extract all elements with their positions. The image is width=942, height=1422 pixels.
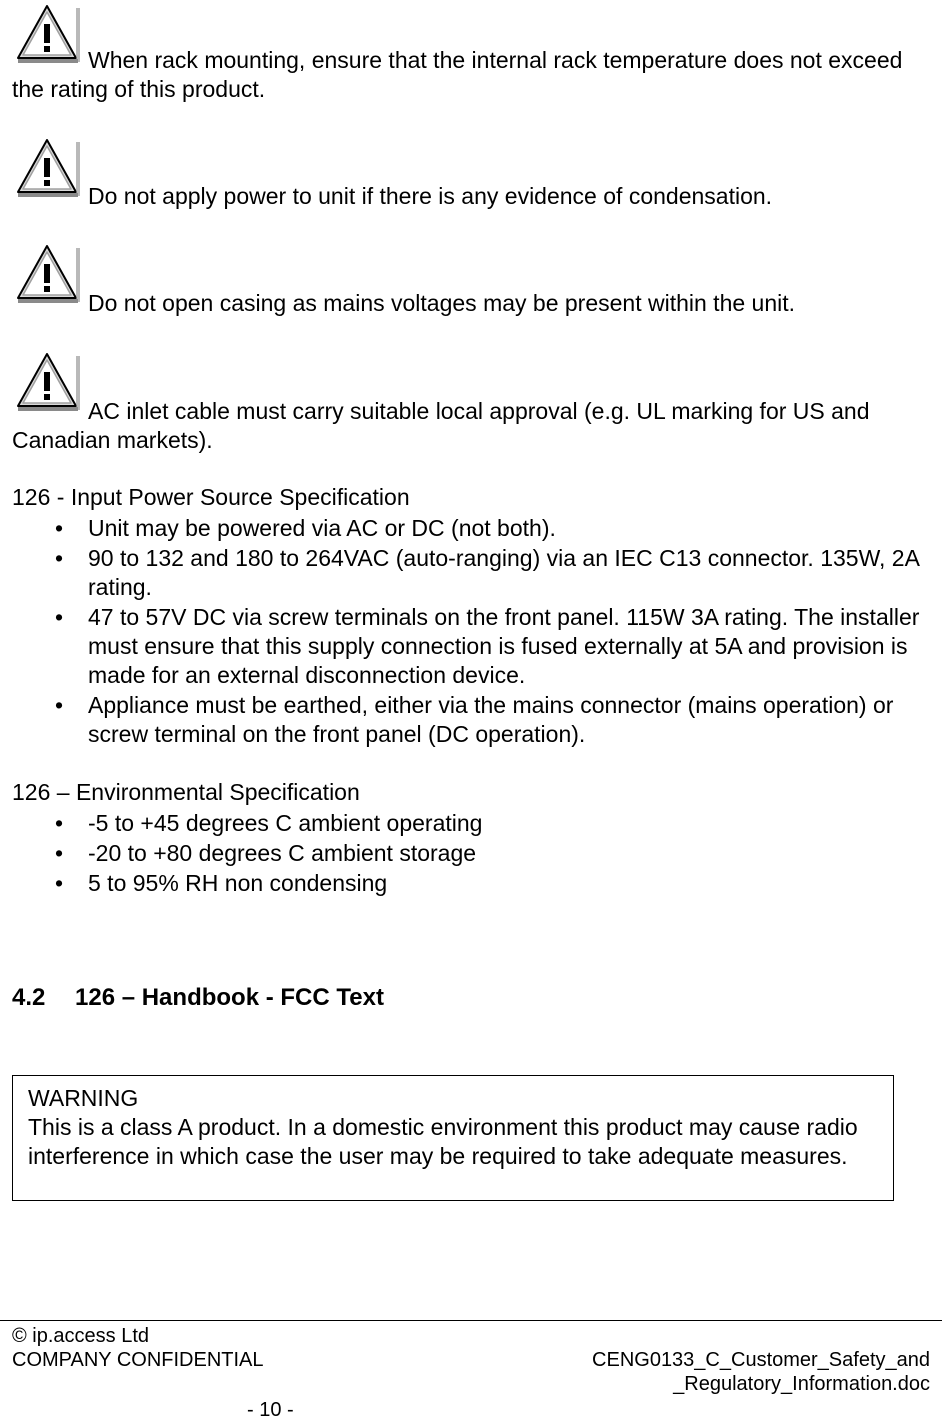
list-item: • 90 to 132 and 180 to 264VAC (auto-ranging) via an IEC C13 connector. 135W, 2A rating. [55,545,919,600]
warning-icon [12,134,82,200]
power-spec-title: 126 - Input Power Source Specification [12,484,410,510]
warning-text-ac-inlet: AC inlet cable must carry suitable local approval (e.g. UL marking for US and Canadian markets). [12,398,870,453]
bullet: • [55,604,64,630]
list-item: • 5 to 95% RH non condensing [55,870,388,896]
warning-text-rack: When rack mounting, ensure that the internal rack temperature does not exceed the rating of this product. [12,47,903,102]
bullet: • [55,692,64,718]
list-item: • -20 to +80 degrees C ambient storage [55,840,477,866]
list-item: • Appliance must be earthed, either via the mains connector (mains operation) or screw terminal on the front panel (DC operation). [55,692,894,747]
fcc-warning-box [12,1075,894,1201]
section-number: 4.2 [12,984,46,1011]
warning-icon [12,240,82,306]
fcc-warning-heading: WARNING [28,1085,139,1111]
bullet: • [55,840,64,866]
env-spec-list [40,809,920,898]
list-item: • 47 to 57V DC via screw terminals on the front panel. 115W 3A rating. The installer must ensure that this supply connection is fused externally at 5A and provision is made for an external disconnection device. [55,604,920,688]
footer-divider [0,1320,942,1321]
list-item: • Unit may be powered via AC or DC (not both). [55,515,556,541]
page-number: - 10 - [247,1399,294,1421]
power-spec-list [40,514,920,749]
list-item: • -5 to +45 degrees C ambient operating [55,810,483,836]
bullet: • [55,870,64,896]
bullet: • [55,810,64,836]
footer-doc-name-line1: CENG0133_C_Customer_Safety_and [592,1349,930,1371]
footer-copyright: © ip.access Ltd [12,1325,150,1347]
fcc-warning-body: This is a class A product. In a domestic environment this product may cause radio interference in which case the user may be required to take adequate measures. [28,1114,858,1169]
section-title: 126 – Handbook - FCC Text [75,984,384,1011]
footer-doc-name-line2: _Regulatory_Information.doc [673,1373,930,1395]
bullet: • [55,545,64,571]
warning-text-condensation: Do not apply power to unit if there is any evidence of condensation. [88,183,773,209]
footer-confidential: COMPANY CONFIDENTIAL [12,1349,264,1371]
bullet: • [55,515,64,541]
warning-text-casing: Do not open casing as mains voltages may be present within the unit. [88,290,796,316]
env-spec-title: 126 – Environmental Specification [12,779,360,805]
